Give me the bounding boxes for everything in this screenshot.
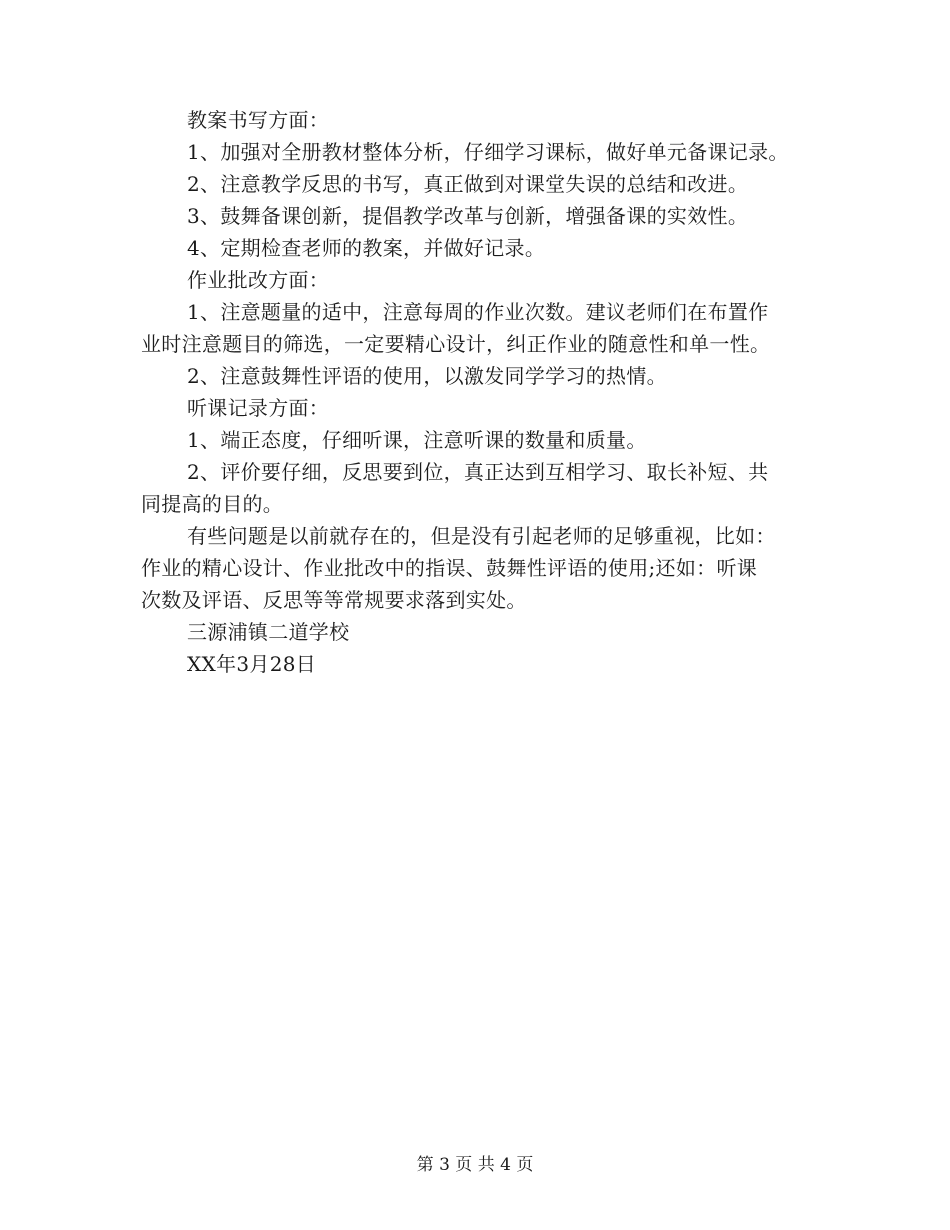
paragraph-line: 2、注意鼓舞性评语的使用，以激发同学学习的热情。	[187, 364, 667, 388]
page-number-footer: 第 3 页 共 4 页	[416, 1155, 534, 1175]
paragraph-line: 同提高的目的。	[141, 492, 284, 516]
paragraph-line: 1、注意题量的适中，注意每周的作业次数。建议老师们在布置作	[187, 300, 769, 324]
paragraph-line: 作业的精心设计、作业批改中的指误、鼓舞性评语的使用;还如：听课	[141, 556, 758, 580]
paragraph-line: 4、定期检查老师的教案，并做好记录。	[187, 236, 546, 260]
paragraph-line: 有些问题是以前就存在的，但是没有引起老师的足够重视，比如：	[187, 524, 776, 548]
signature-date: XX年3月28日	[187, 652, 317, 676]
paragraph-line: 业时注意题目的筛选，一定要精心设计，纠正作业的随意性和单一性。	[141, 332, 771, 356]
section-heading-lesson-plan: 教案书写方面：	[187, 108, 330, 132]
signature-school: 三源浦镇二道学校	[187, 620, 350, 644]
document-body	[141, 104, 821, 680]
paragraph-line: 2、评价要仔细，反思要到位，真正达到互相学习、取长补短、共	[187, 460, 769, 484]
paragraph-line: 1、端正态度，仔细听课，注意听课的数量和质量。	[187, 428, 647, 452]
section-heading-homework: 作业批改方面：	[187, 268, 330, 292]
paragraph-line: 1、加强对全册教材整体分析，仔细学习课标，做好单元备课记录。	[187, 140, 789, 164]
paragraph-line: 3、鼓舞备课创新，提倡教学改革与创新，增强备课的实效性。	[187, 204, 749, 228]
paragraph-line: 2、注意教学反思的书写，真正做到对课堂失误的总结和改进。	[187, 172, 749, 196]
paragraph-line: 次数及评语、反思等等常规要求落到实处。	[141, 588, 527, 612]
section-heading-lecture-notes: 听课记录方面：	[187, 396, 330, 420]
